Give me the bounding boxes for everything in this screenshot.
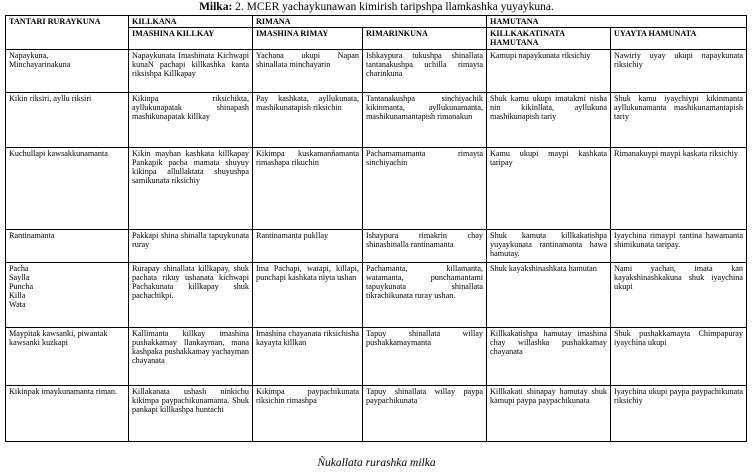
table-cell: Yachana ukupi Napan shinallata minchayarin: [253, 49, 363, 92]
table-cell: Iyaychina ukupi paypa paypachikunata riksichiy: [611, 385, 747, 441]
table-cell: Ima Pachapi, watapi, killapi, punchapi kashkata niyta ushan: [253, 262, 363, 327]
row-label-line: Puncha: [9, 282, 34, 292]
table-cell: Killkakatishpa hamutay imashina chay willashka pushakkamay chayanata: [487, 327, 611, 385]
header-sub-imashina-rimay: IMASHINA RIMAY: [253, 28, 363, 49]
table-cell: Shuk kamu ukupi imatakmi nisha nin kikinllata, ayllukuna mashikunapish tariy: [487, 92, 611, 147]
header-group-killkana: KILLKANA: [129, 16, 253, 28]
table-cell: Nami yachan, imata kan kayakshinashkakuna shuk iyaychina ukupi: [611, 262, 747, 327]
table-cell: Killakanata ushash ninkichu kikimpa paypachikunamanta. Shuk pankapi killkashpa huntachi: [129, 385, 253, 441]
table-cell: Imashina chayanata riksichisha kayayta killkan: [253, 327, 363, 385]
table-cell: Ishaypura rimakrin chay shinashinalla rantinamanta: [363, 229, 487, 262]
row-label-line: Pacha: [9, 263, 29, 273]
table-row: [6, 49, 747, 92]
header-row-groups: [6, 16, 747, 28]
table-cell: Tantanakushpa sinchiyachik kikinmanta, ayllukunamanta, mashikunamantapish rimanakun: [363, 92, 487, 147]
table-cell: Tapuy shinallata willay pushakkamaymanta: [363, 327, 487, 385]
competency-table: [5, 15, 747, 442]
header-sub-uyayta: UYAYTA HAMUNATA: [611, 28, 747, 49]
table-cell: Shuk kamuta killkakatishpa yuyaykunata rantinamanta hawa hamutay.: [487, 229, 611, 262]
row-label-line: Killa: [9, 291, 26, 301]
table-cell: Kamu ukupi maypi kashkata taripay: [487, 147, 611, 229]
table-cell: Tapuy shinallata willay paypa paypachikunata: [363, 385, 487, 441]
table-cell: Napaykunata Imashinata Kichwapi kunaN pachapi killkashka kanta riksishpa Killkapay: [129, 49, 253, 92]
table-cell: Rurapay shinallata killkapay, shuk pachata rikuy ushanata kichwapi Pachakunata killkapay shuk pachachikpi.: [129, 262, 253, 327]
table-cell: Kikimpa paypachikunata riksichin rimashpa: [253, 385, 363, 441]
row-label-kikin-riksiri: Kikin riksiri, ayllu riksiri: [6, 92, 129, 147]
header-sub-killkakatinata: KILLKAKATINATA HAMUTANA: [487, 28, 611, 49]
table-cell: Killkakati shinapay hamutay shuk kamupi paypa paypachikunata: [487, 385, 611, 441]
table-cell: Pachamamamanta rimayta sinchiyachin: [363, 147, 487, 229]
header-sub-imashina-killkay: IMASHINA KILLKAY: [129, 28, 253, 49]
header-sub-rimarinkuna: RIMARINKUNA: [363, 28, 487, 49]
row-label-line: Napaykuna,: [9, 50, 49, 60]
row-label-line: Wata: [9, 300, 26, 310]
table-cell: Ishkaypura tukushpa shinallata tantanakushpa uchilla rimayta charinkuna: [363, 49, 487, 92]
table-cell: Rimanakuypi maypi kaskata riksichiy: [611, 147, 747, 229]
row-label-rantinamanta: Rantinamanta: [6, 229, 129, 262]
row-label-pacha: [6, 262, 129, 327]
table-cell: Pay kashkata, ayllukunata, mashikunatapish riksichin: [253, 92, 363, 147]
table-cell: Kikinpa riksichikta, ayllukunapatak shinapash mashikunapatak killkay: [129, 92, 253, 147]
caption-text: 2. MCER yachaykunawan kimirish taripshpa llamkashka yuyaykuna.: [232, 1, 554, 13]
row-label-kikinpak: Kikinpak imaykunamanta riman.: [6, 385, 129, 441]
source-caption: Ñukallata rurashka milka: [317, 457, 436, 469]
table-row: [6, 262, 747, 327]
table-cell: Rantinamanta pukllay: [253, 229, 363, 262]
table-cell: Nawiriy uyay ukupi napaykunata riksichiy: [611, 49, 747, 92]
table-cell: Iyaychina rimaypi rantina hawamanta shimikunata taripay.: [611, 229, 747, 262]
row-label-kuchullapi: Kuchullapi kawsakkunamanta: [6, 147, 129, 229]
caption-label: Milka:: [199, 1, 233, 13]
table-cell: Shuk kamu iyaychiypi kikinmanta ayllukunamanta mashikunamantapish tariy: [611, 92, 747, 147]
row-label-line: Minchayarinakuna: [9, 59, 71, 69]
header-group-hamutana: HAMUTANA: [487, 16, 747, 28]
table-caption: [0, 1, 753, 14]
header-col-tantari: TANTARI RURAYKUNA: [6, 16, 129, 50]
row-label-napaykuna: [6, 49, 129, 92]
table-row: [6, 92, 747, 147]
table-cell: Shuk pushakkamayta Chimpapuray iyaychina ukupi: [611, 327, 747, 385]
table-cell: Pachamanta, killamanta, watamanta, punchamantami tapuykunata shinallata tikrachikunata ruray ushan.: [363, 262, 487, 327]
table-row: [6, 147, 747, 229]
table-cell: Kallimanta killkay imashina pushakkamay llankayman, mana kashpaka pushakkamay yachayman chayanata: [129, 327, 253, 385]
header-group-rimana: RIMANA: [253, 16, 487, 28]
table-cell: Kamupi napaykunata riksichiy: [487, 49, 611, 92]
table-cell: Pakkapi shina shinalla tapuykunata ruray: [129, 229, 253, 262]
table-cell: Kikin mayhan kashkata killkapay Pankapik pacha mamata shuyuy kikinpa allullaktata shuyushpa samikunata riksichiy: [129, 147, 253, 229]
table-row: [6, 385, 747, 441]
table-cell: Shuk kayakshinashkata hamutan: [487, 262, 611, 327]
row-label-line: Saylla: [9, 272, 30, 282]
table-cell: Kikimpa kuskamanñamanta rimashapa rikuchin: [253, 147, 363, 229]
row-label-maypitak: Maypitak kawsanki, piwantak kawsanki kuzkapi: [6, 327, 129, 385]
table-row: [6, 327, 747, 385]
table-row: [6, 229, 747, 262]
